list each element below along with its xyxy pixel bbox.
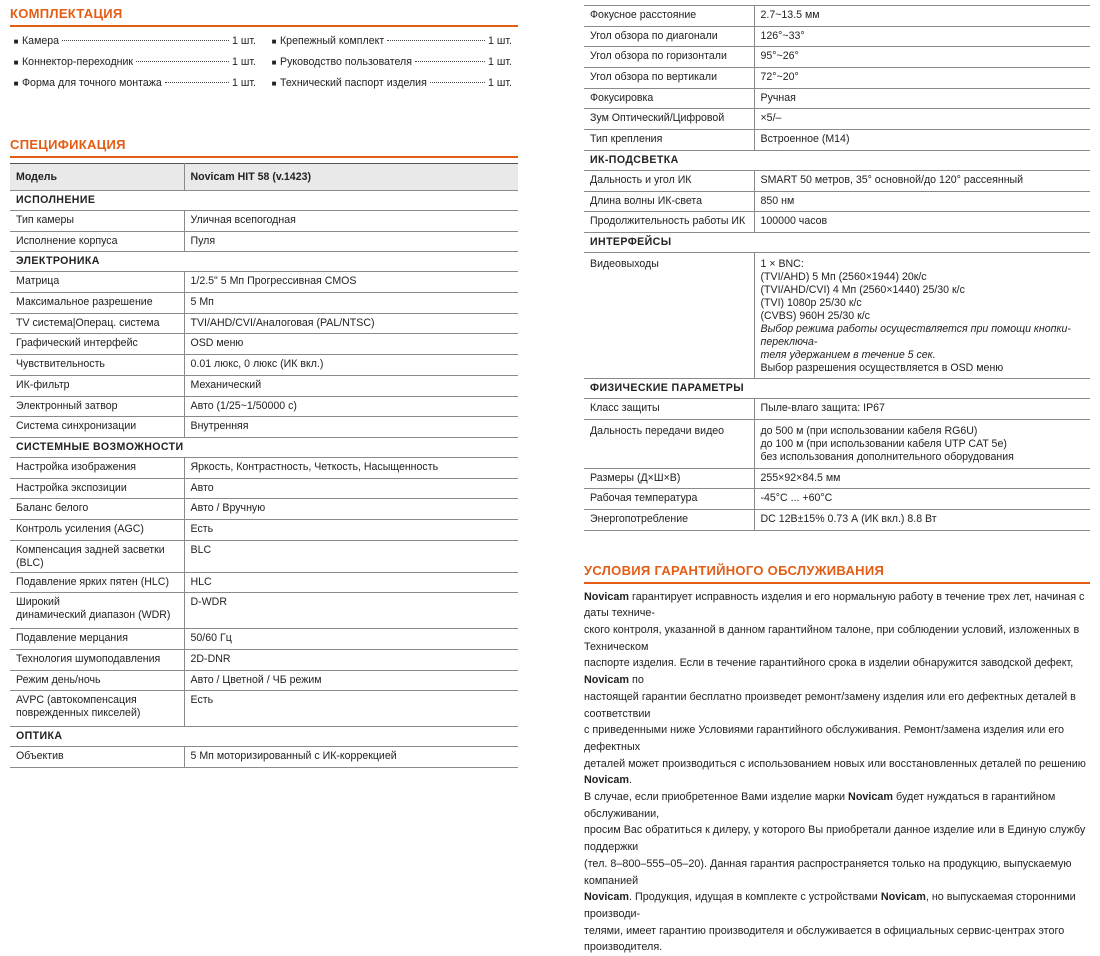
kit-item	[268, 56, 512, 77]
spec-row	[10, 211, 518, 232]
spec-value: BLC	[184, 540, 518, 572]
spec-key: Угол обзора по вертикали	[584, 68, 754, 89]
bullet-icon: ■	[271, 58, 277, 67]
spec-value: 50/60 Гц	[184, 629, 518, 650]
spec-table-left	[10, 163, 518, 768]
spec-row	[584, 6, 1090, 27]
warranty-text-part: гарантирует исправность изделия и его нормальную работу в течение трех лет, начиная с даты техниче- ского контроля, указанной в данном гарантийном талоне, при соблюдении условий, изложенных в Техническом паспорте изделия. Если в течение гарантийного срока в изделии обнаружится заводской дефект,	[584, 590, 1085, 670]
bullet-icon: ■	[271, 37, 277, 46]
video-output-line: (CVBS) 960H 25/30 к/с	[760, 309, 870, 322]
spec-key: Технология шумоподавления	[10, 650, 184, 671]
spec-value: 0.01 люкс, 0 люкс (ИК вкл.)	[184, 355, 518, 376]
spec-row	[584, 212, 1090, 233]
spec-value: Внутренняя	[184, 417, 518, 438]
spec-key: AVPC (автокомпенсация поврежденных пикселей)	[10, 691, 184, 727]
spec-row	[584, 170, 1090, 191]
spec-key: Фокусировка	[584, 88, 754, 109]
spec-row	[584, 88, 1090, 109]
spec-key: Широкий динамический диапазон (WDR)	[10, 593, 184, 629]
spec-value	[754, 252, 1090, 378]
spec-value: -45°C ... +60°C	[754, 489, 1090, 510]
spec-key: Подавление мерцания	[10, 629, 184, 650]
spec-row	[584, 468, 1090, 489]
kit-item-name: Форма для точного монтажа	[22, 77, 162, 89]
spec-group-row	[10, 191, 518, 211]
spec-group-title: ИК-ПОДСВЕТКА	[584, 150, 1090, 170]
spec-group-row	[584, 378, 1090, 398]
warranty-title: УСЛОВИЯ ГАРАНТИЙНОГО ОБСЛУЖИВАНИЯ	[584, 563, 1090, 584]
model-value: Novicam HIT 58 (v.1423)	[184, 164, 518, 191]
spec-row	[10, 572, 518, 593]
kit-item-name: Руководство пользователя	[280, 56, 412, 68]
spec-group-title: ОПТИКА	[10, 727, 518, 747]
spec-value: Пыле-влаго защита: IP67	[754, 398, 1090, 419]
spec-key: Фокусное расстояние	[584, 6, 754, 27]
spec-group-row	[584, 150, 1090, 170]
kit-item-name: Технический паспорт изделия	[280, 77, 427, 89]
spec-value: 126°~33°	[754, 26, 1090, 47]
dot-leader	[415, 61, 485, 62]
spec-key: Баланс белого	[10, 499, 184, 520]
spec-key: Настройка экспозиции	[10, 478, 184, 499]
kit-item-qty: 1 шт.	[232, 56, 256, 68]
spec-value: Уличная всепогодная	[184, 211, 518, 232]
warranty-text-part: В случае, если приобретенное Вами изделие марки	[584, 791, 849, 804]
kit-item-qty: 1 шт.	[488, 56, 512, 68]
spec-key: Тип крепления	[584, 130, 754, 151]
spec-value: 1/2.5" 5 Мп Прогрессивная CMOS	[184, 272, 518, 293]
spec-row	[584, 68, 1090, 89]
spec-row	[10, 375, 518, 396]
video-output-line: (TVI/AHD/CVI) 4 Мп (2560×1440) 25/30 к/с	[760, 283, 965, 296]
spec-value: 100000 часов	[754, 212, 1090, 233]
spec-value: Встроенное (M14)	[754, 130, 1090, 151]
spec-key: TV система|Операц. система	[10, 313, 184, 334]
spec-row	[584, 130, 1090, 151]
spec-group-row	[10, 727, 518, 747]
spec-key: Дальность и угол ИК	[584, 170, 754, 191]
spec-row	[10, 499, 518, 520]
spec-row	[10, 670, 518, 691]
kit-item	[10, 56, 256, 77]
spec-row	[584, 509, 1090, 530]
spec-group-row	[10, 437, 518, 457]
kit-item-qty: 1 шт.	[488, 77, 512, 89]
spec-group-title: ФИЗИЧЕСКИЕ ПАРАМЕТРЫ	[584, 378, 1090, 398]
kit-column-right	[264, 35, 518, 98]
kit-item-qty: 1 шт.	[488, 35, 512, 47]
spec-value: Авто	[184, 478, 518, 499]
spec-value: DC 12В±15% 0.73 А (ИК вкл.) 8.8 Вт	[754, 509, 1090, 530]
spec-row	[584, 398, 1090, 419]
spec-row	[584, 191, 1090, 212]
spec-value: Есть	[184, 519, 518, 540]
right-column	[584, 0, 1090, 956]
kit-item-name: Коннектор-переходник	[22, 56, 134, 68]
warranty-text-part: будет нуждаться в гарантийном обслуживании, просим Вас обратиться к дилеру, у которого Вы приобретали данное изделие или в Единую службу поддержки (тел. 8–800–555–05–20). Данная гарантия распространяется только на продукцию, выпускаемую компанией	[584, 791, 1086, 887]
spec-row	[584, 489, 1090, 510]
spec-key: Настройка изображения	[10, 457, 184, 478]
spec-group-title: ЭЛЕКТРОНИКА	[10, 252, 518, 272]
spec-row	[584, 109, 1090, 130]
spec-key: Размеры (Д×Ш×В)	[584, 468, 754, 489]
spec-value: Авто (1/25~1/50000 с)	[184, 396, 518, 417]
spec-title: СПЕЦИФИКАЦИЯ	[10, 137, 518, 158]
spec-row	[10, 355, 518, 376]
spec-group-title: ИСПОЛНЕНИЕ	[10, 191, 518, 211]
kit-item-qty: 1 шт.	[232, 35, 256, 47]
video-output-line: (TVI/AHD) 5 Мп (2560×1944) 20к/с	[760, 270, 927, 283]
spec-key: Длина волны ИК-света	[584, 191, 754, 212]
spec-value: 95°~26°	[754, 47, 1090, 68]
spec-group-row	[10, 252, 518, 272]
bullet-icon: ■	[13, 79, 19, 88]
spec-row	[584, 419, 1090, 468]
warranty-text-part: . Продукция, идущая в комплекте с устройствами	[629, 891, 881, 904]
kit-item	[268, 35, 512, 56]
bullet-icon: ■	[13, 58, 19, 67]
dot-leader	[62, 40, 229, 41]
spec-value: 2.7~13.5 мм	[754, 6, 1090, 27]
spec-row	[10, 478, 518, 499]
brand-name: Novicam	[880, 891, 926, 904]
video-mode-note: Выбор режима работы осуществляется при помощи кнопки-переключа- теля удержанием в течение 5 сек.	[760, 322, 1071, 361]
spec-row	[10, 747, 518, 768]
spec-group-title: СИСТЕМНЫЕ ВОЗМОЖНОСТИ	[10, 437, 518, 457]
spec-row	[10, 272, 518, 293]
bullet-icon: ■	[271, 79, 277, 88]
spec-value: TVI/AHD/CVI/Аналоговая (PAL/NTSC)	[184, 313, 518, 334]
spec-key: Дальность передачи видео	[584, 419, 754, 468]
bullet-icon: ■	[13, 37, 19, 46]
spec-key: Подавление ярких пятен (HLC)	[10, 572, 184, 593]
model-label: Модель	[10, 164, 184, 191]
video-output-line: 1 × BNC:	[760, 257, 804, 270]
spec-value: HLC	[184, 572, 518, 593]
warranty-paragraph-2	[584, 789, 1090, 956]
spec-key: Матрица	[10, 272, 184, 293]
spec-value: OSD меню	[184, 334, 518, 355]
brand-name: Novicam	[584, 774, 630, 787]
kit-list	[10, 35, 518, 98]
spec-key: Контроль усиления (AGC)	[10, 519, 184, 540]
video-output-line: (TVI) 1080p 25/30 к/с	[760, 296, 862, 309]
spec-key: Электронный затвор	[10, 396, 184, 417]
spec-value: Есть	[184, 691, 518, 727]
spec-value: 5 Мп	[184, 293, 518, 314]
spec-key: Угол обзора по горизонтали	[584, 47, 754, 68]
dot-leader	[136, 61, 229, 62]
kit-item	[268, 77, 512, 98]
spec-row	[10, 691, 518, 727]
brand-name: Novicam	[848, 791, 894, 804]
spec-value: SMART 50 метров, 35° основной/до 120° рассеянный	[754, 170, 1090, 191]
spec-key: Режим день/ночь	[10, 670, 184, 691]
spec-key: Объектив	[10, 747, 184, 768]
spec-value: 2D-DNR	[184, 650, 518, 671]
spec-value: Механический	[184, 375, 518, 396]
spec-key: Система синхронизации	[10, 417, 184, 438]
warranty-text-part: , но выпускаемая сторонними производи- телями, имеет гарантию производителя и обслуживается в официальных сервис-центрах этого производителя.	[584, 891, 1076, 954]
brand-name: Novicam	[584, 590, 630, 603]
spec-key: Класс защиты	[584, 398, 754, 419]
warranty-text	[584, 589, 1090, 956]
spec-key: Угол обзора по диагонали	[584, 26, 754, 47]
spec-row	[10, 417, 518, 438]
warranty-text-part: .	[629, 774, 633, 787]
spec-key: Исполнение корпуса	[10, 231, 184, 252]
kit-column-left	[10, 35, 264, 98]
spec-value: ×5/–	[754, 109, 1090, 130]
spec-value: Ручная	[754, 88, 1090, 109]
kit-item	[10, 35, 256, 56]
spec-row	[584, 252, 1090, 378]
spec-key: Тип камеры	[10, 211, 184, 232]
kit-title: КОМПЛЕКТАЦИЯ	[10, 6, 518, 27]
spec-key: Максимальное разрешение	[10, 293, 184, 314]
spec-key: Рабочая температура	[584, 489, 754, 510]
spec-row	[10, 593, 518, 629]
spec-group-title: ИНТЕРФЕЙСЫ	[584, 232, 1090, 252]
dot-leader	[430, 82, 485, 83]
spec-value: Авто / Вручную	[184, 499, 518, 520]
spec-key: Видеовыходы	[584, 252, 754, 378]
kit-item-qty: 1 шт.	[232, 77, 256, 89]
spec-row	[10, 313, 518, 334]
spec-key: Продолжительность работы ИК	[584, 212, 754, 233]
brand-name: Novicam	[584, 674, 630, 687]
kit-item-name: Крепежный комплект	[280, 35, 385, 47]
kit-item	[10, 77, 256, 98]
spec-row	[10, 457, 518, 478]
spec-row	[10, 396, 518, 417]
spec-key: Компенсация задней засветки (BLC)	[10, 540, 184, 572]
spec-value: Яркость, Контрастность, Четкость, Насыщенность	[184, 457, 518, 478]
spec-value: 850 нм	[754, 191, 1090, 212]
spec-value: D-WDR	[184, 593, 518, 629]
spec-table-right	[584, 5, 1090, 531]
spec-value: Авто / Цветной / ЧБ режим	[184, 670, 518, 691]
spec-row	[584, 47, 1090, 68]
brand-name: Novicam	[584, 891, 630, 904]
spec-group-row	[584, 232, 1090, 252]
spec-key: ИК-фильтр	[10, 375, 184, 396]
kit-item-name: Камера	[22, 35, 60, 47]
warranty-paragraph-1	[584, 589, 1090, 789]
video-resolution-note: Выбор разрешения осуществляется в OSD меню	[760, 361, 1004, 374]
spec-row	[10, 231, 518, 252]
spec-value: 255×92×84.5 мм	[754, 468, 1090, 489]
spec-row	[10, 334, 518, 355]
spec-key: Чувствительность	[10, 355, 184, 376]
spec-value: до 500 м (при использовании кабеля RG6U) до 100 м (при использовании кабеля UTP CAT 5e) без использования дополнительного оборудования	[754, 419, 1090, 468]
spec-row	[584, 26, 1090, 47]
spec-row	[10, 540, 518, 572]
spec-value: 5 Мп моторизированный с ИК-коррекцией	[184, 747, 518, 768]
spec-value: Пуля	[184, 231, 518, 252]
spec-row	[10, 293, 518, 314]
warranty-text-part: по настоящей гарантии бесплатно произведет ремонт/замену изделия или его дефектных деталей в соответствии с приведенными ниже Условиями гарантийного обслуживания. Ремонт/замена изделия или его дефектных деталей может производиться с использованием новых или восстановленных деталей по решению	[584, 674, 1086, 770]
spec-row	[10, 519, 518, 540]
spec-key: Графический интерфейс	[10, 334, 184, 355]
model-row	[10, 164, 518, 191]
spec-key: Энергопотребление	[584, 509, 754, 530]
dot-leader	[387, 40, 485, 41]
left-column	[10, 0, 518, 768]
spec-key: Зум Оптический/Цифровой	[584, 109, 754, 130]
dot-leader	[165, 82, 229, 83]
spec-row	[10, 650, 518, 671]
spec-row	[10, 629, 518, 650]
spec-value: 72°~20°	[754, 68, 1090, 89]
